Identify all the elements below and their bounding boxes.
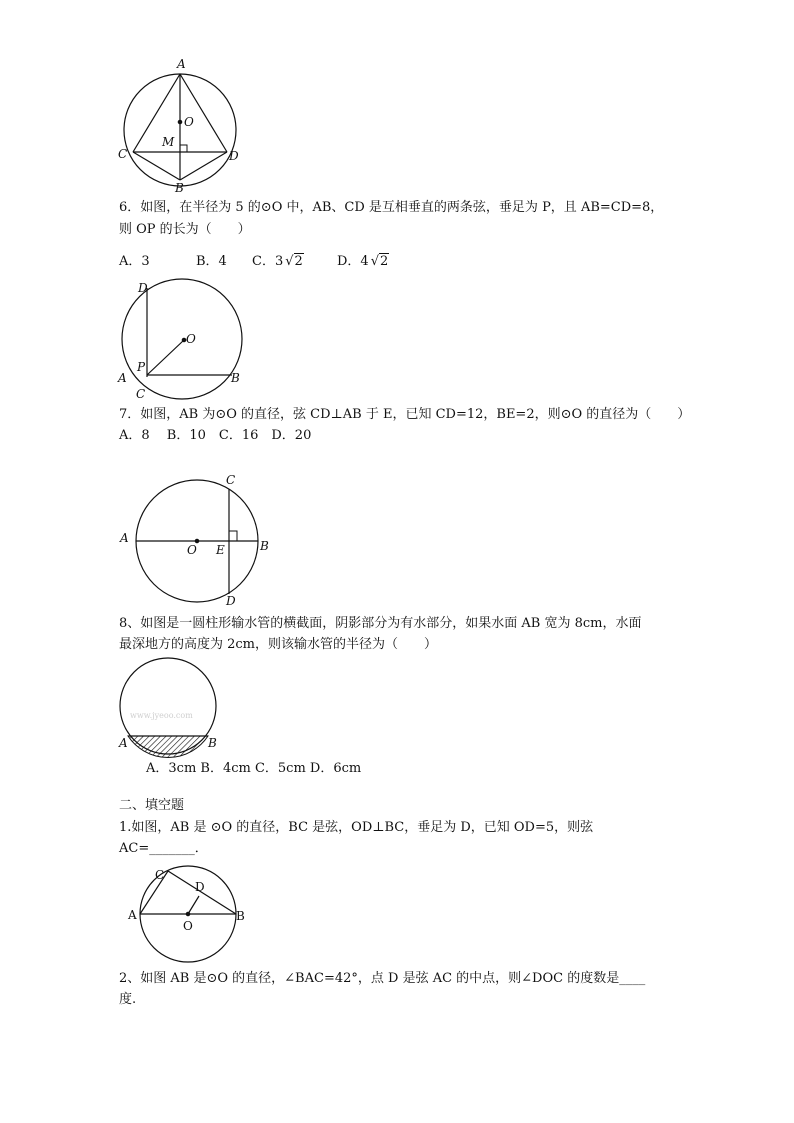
q6-option-c-radicand: 2 [294,254,303,269]
label-C: C [136,387,146,401]
section-title: 二、填空题 [119,798,185,813]
label-A: A [177,57,186,71]
label-P: P [137,360,146,374]
label-B: B [175,181,184,195]
label-B: B [208,736,217,750]
label-B: B [260,539,269,553]
label-O: O [184,115,194,129]
q7-text-line1: 7．如图，AB 为⊙O 的直径，弦 CD⊥AB 于 E，已知 CD=12，BE=2，则⊙O 的直径为（ ） [119,407,691,422]
figure-q7 [114,470,274,610]
q8-text-line2: 最深地方的高度为 2cm，则该输水管的半径为（ ） [119,637,438,652]
label-A: A [128,908,137,922]
label-C: C [155,868,165,882]
label-M: M [162,135,175,149]
q6-text-line2: 则 OP 的长为（ ） [119,222,251,237]
q6-option-d [337,253,389,271]
label-C: C [226,473,236,487]
label-O: O [186,332,196,346]
q6-option-a: A．3 [119,254,150,269]
label-B: B [231,371,240,385]
q8-options: A．3cm B．4cm C．5cm D．6cm [146,761,362,776]
q6-text-line1: 6．如图，在半径为 5 的⊙O 中，AB、CD 是互相垂直的两条弦，垂足为 P，且 AB=CD=8， [119,200,664,215]
label-D: D [195,880,205,894]
q6-option-c-text: C．3 [252,254,284,269]
figure-q8 [112,654,232,754]
figure-q5 [112,56,252,196]
label-B: B [236,909,245,923]
q8-text-line1: 8、如图是一圆柱形输水管的横截面，阴影部分为有水部分，如果水面 AB 宽为 8cm，水面 [119,616,642,631]
figure-f1 [124,862,254,967]
f1-text-line1: 1.如图，AB 是 ⊙O 的直径，BC 是弦，OD⊥BC，垂足为 D，已知 OD=5，则弦 [119,820,594,835]
watermark: www.jyeoo.com [130,711,193,720]
label-D: D [138,281,148,295]
figure-q6 [112,278,262,403]
q6-option-d-text: D．4 [337,254,369,269]
f1-text-line2: AC=_______． [119,841,208,856]
label-A: A [118,371,127,385]
q7-options: A．8 B．10 C．16 D．20 [119,428,312,443]
label-A: A [120,531,129,545]
label-E: E [216,543,225,557]
label-O: O [183,919,193,933]
sqrt-sign: √ [370,254,379,269]
label-D: D [229,149,239,163]
label-D: D [226,594,236,608]
sqrt-sign: √ [285,254,294,269]
f2-text-line2: 度. [119,992,137,1007]
q6-option-b: B．4 [196,254,227,269]
label-A: A [119,736,128,750]
label-O: O [187,543,197,557]
label-C: C [118,147,128,161]
f2-text-line1: 2、如图 AB 是⊙O 的直径，∠BAC=42°，点 D 是弦 AC 的中点，则∠DOC 的度数是____ [119,971,646,986]
q6-option-c [252,253,304,271]
q6-option-d-radicand: 2 [380,254,389,269]
